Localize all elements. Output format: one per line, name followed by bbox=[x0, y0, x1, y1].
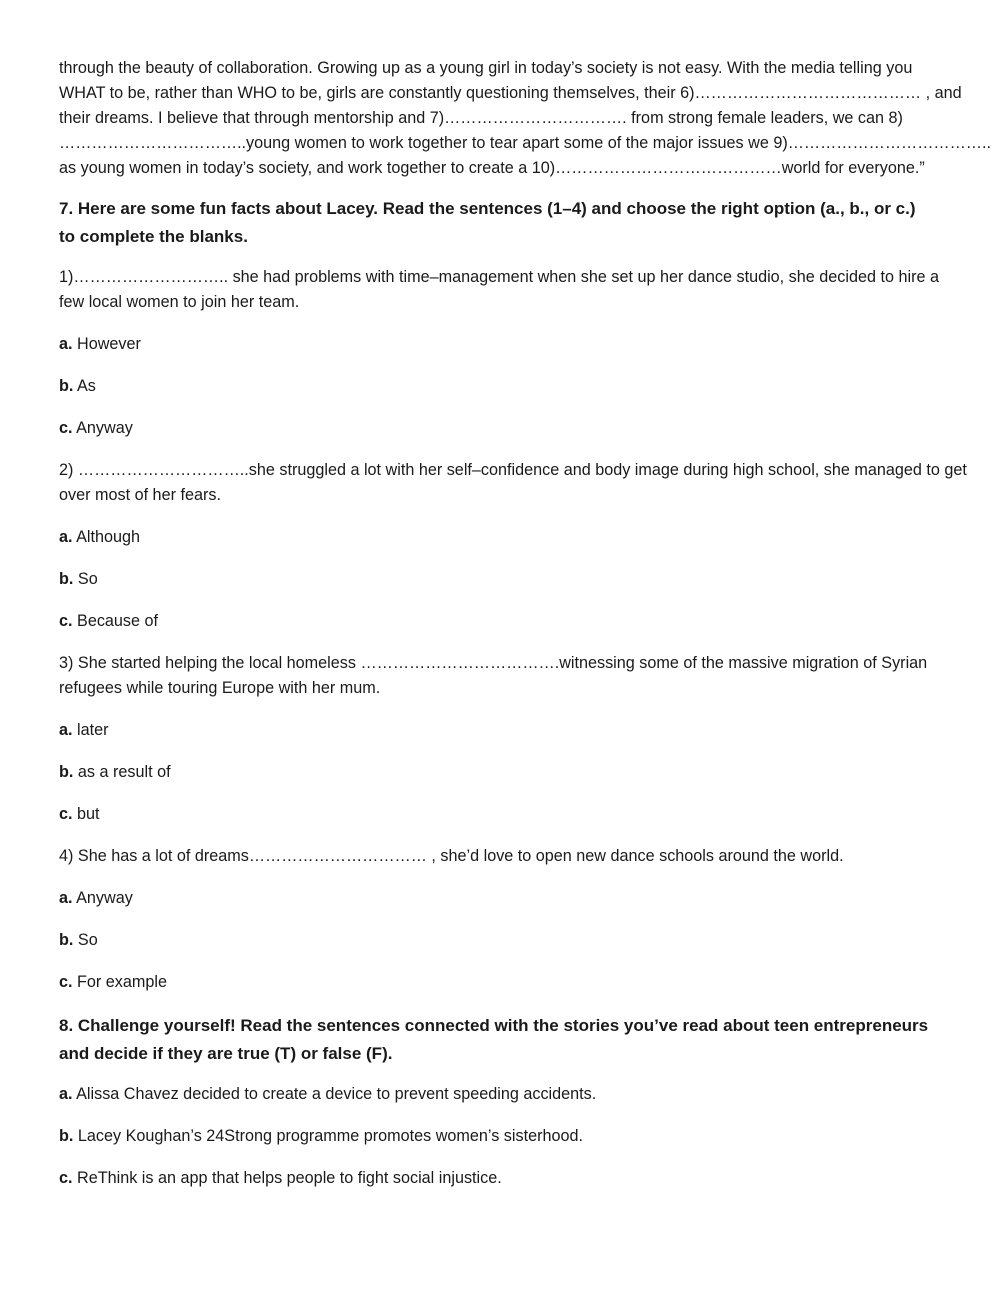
question-1-option-c[interactable] bbox=[59, 416, 949, 441]
question-1-option-a[interactable] bbox=[59, 332, 949, 357]
option-text: Because of bbox=[77, 612, 159, 630]
section-7-heading bbox=[59, 195, 949, 251]
question-2-option-a[interactable] bbox=[59, 525, 949, 550]
worksheet-page bbox=[59, 56, 991, 1208]
section-8-heading bbox=[59, 1012, 949, 1068]
question-3-option-c[interactable] bbox=[59, 802, 949, 827]
intro-line: ……………………………..young women to work together to tear apart some of the major issues we 9)……………………………….. bbox=[59, 134, 991, 152]
option-letter: a. bbox=[59, 335, 73, 353]
intro-line: their dreams. I believe that through mentorship and 7)……………………………. from strong female leaders, we can 8) bbox=[59, 109, 903, 127]
question-3 bbox=[59, 651, 949, 701]
option-letter: a. bbox=[59, 528, 73, 546]
question-4 bbox=[59, 844, 949, 869]
question-2-option-b[interactable] bbox=[59, 567, 949, 592]
option-letter: b. bbox=[59, 763, 74, 781]
question-line: 1)……………………….. she had problems with time–management when she set up her dance studio, she decided to hire a bbox=[59, 268, 939, 286]
option-letter: a. bbox=[59, 721, 73, 739]
statement-a[interactable] bbox=[59, 1082, 949, 1107]
intro-line: WHAT to be, rather than WHO to be, girls are constantly questioning themselves, their 6)…………………………………… , and bbox=[59, 84, 962, 102]
option-text: For example bbox=[77, 973, 167, 991]
statement-letter: c. bbox=[59, 1169, 73, 1187]
option-letter: b. bbox=[59, 377, 74, 395]
question-2-option-c[interactable] bbox=[59, 609, 949, 634]
option-text: So bbox=[77, 570, 98, 588]
question-2 bbox=[59, 458, 967, 508]
option-letter: c. bbox=[59, 805, 73, 823]
question-4-option-b[interactable] bbox=[59, 928, 949, 953]
option-letter: a. bbox=[59, 889, 73, 907]
question-line: few local women to join her team. bbox=[59, 293, 300, 311]
option-letter: c. bbox=[59, 973, 73, 991]
question-line: 2) …………………………..she struggled a lot with her self–confidence and body image during high school, she managed to get bbox=[59, 461, 967, 479]
question-1-option-b[interactable] bbox=[59, 374, 949, 399]
intro-line: through the beauty of collaboration. Growing up as a young girl in today’s society is not easy. With the media telling you bbox=[59, 59, 913, 77]
statement-text: ReThink is an app that helps people to fight social injustice. bbox=[77, 1169, 502, 1187]
option-text: Anyway bbox=[76, 889, 133, 907]
section-7-heading-line: 7. Here are some fun facts about Lacey. Read the sentences (1–4) and choose the right option (a., b., or c.) bbox=[59, 199, 916, 218]
statement-letter: b. bbox=[59, 1127, 74, 1145]
option-letter: c. bbox=[59, 612, 73, 630]
section-8-heading-line: and decide if they are true (T) or false (F). bbox=[59, 1044, 393, 1063]
statement-c[interactable] bbox=[59, 1166, 949, 1191]
question-3-option-b[interactable] bbox=[59, 760, 949, 785]
option-letter: b. bbox=[59, 931, 74, 949]
option-text: So bbox=[77, 931, 98, 949]
section-7-heading-line: to complete the blanks. bbox=[59, 227, 248, 246]
statement-text: Lacey Koughan’s 24Strong programme promotes women’s sisterhood. bbox=[77, 1127, 583, 1145]
question-4-option-c[interactable] bbox=[59, 970, 949, 995]
option-text: as a result of bbox=[77, 763, 171, 781]
option-text: As bbox=[77, 377, 96, 395]
option-letter: c. bbox=[59, 419, 73, 437]
statement-text: Alissa Chavez decided to create a device to prevent speeding accidents. bbox=[76, 1085, 597, 1103]
question-line: refugees while touring Europe with her mum. bbox=[59, 679, 381, 697]
intro-line: as young women in today’s society, and work together to create a 10)……………………………………world for everyone.” bbox=[59, 159, 925, 177]
option-text: later bbox=[77, 721, 109, 739]
question-line: over most of her fears. bbox=[59, 486, 221, 504]
section-8-heading-line: 8. Challenge yourself! Read the sentences connected with the stories you’ve read about teen entrepreneurs bbox=[59, 1016, 929, 1035]
intro-paragraph bbox=[59, 56, 991, 181]
question-line: 4) She has a lot of dreams…………………………… , she’d love to open new dance schools around the world. bbox=[59, 847, 844, 865]
question-line: 3) She started helping the local homeless ……………………………….witnessing some of the massive migration of Syrian bbox=[59, 654, 928, 672]
option-text: However bbox=[77, 335, 141, 353]
question-3-option-a[interactable] bbox=[59, 718, 949, 743]
statement-b[interactable] bbox=[59, 1124, 949, 1149]
option-letter: b. bbox=[59, 570, 74, 588]
option-text: Although bbox=[76, 528, 141, 546]
option-text: but bbox=[77, 805, 100, 823]
question-1 bbox=[59, 265, 949, 315]
question-4-option-a[interactable] bbox=[59, 886, 949, 911]
option-text: Anyway bbox=[76, 419, 133, 437]
statement-letter: a. bbox=[59, 1085, 73, 1103]
